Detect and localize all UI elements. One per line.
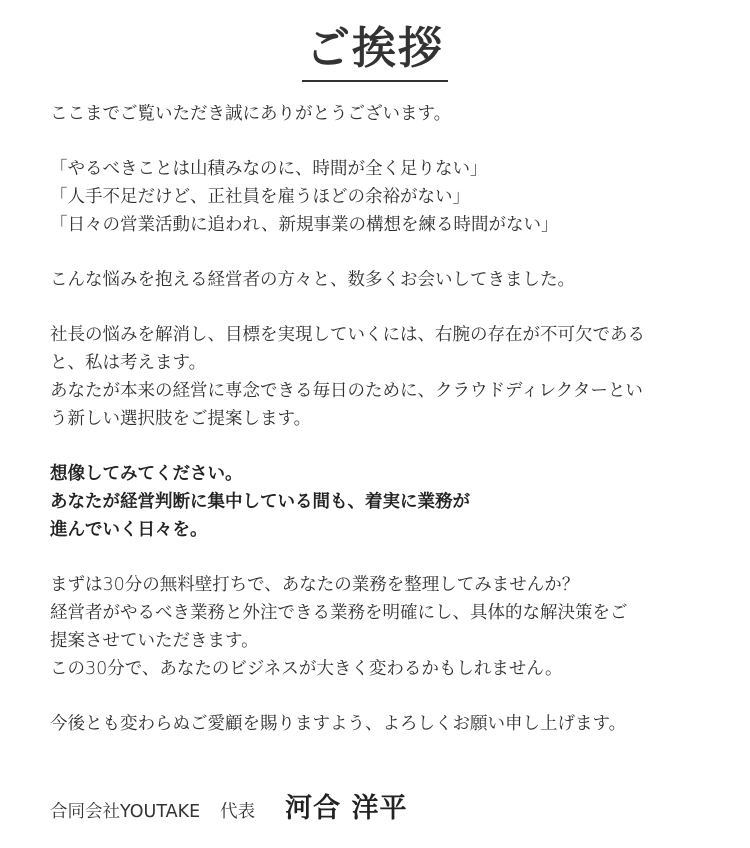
text-line: 「人手不足だけど、正社員を雇うほどの余裕がない」 (50, 187, 470, 207)
paragraph-proposal (50, 321, 700, 433)
text-line: 「やるべきことは山積みなのに、時間が全く足りない」 (50, 159, 488, 179)
text-line: 今後とも変わらぬご愛顧を賜りますよう、よろしくお願い申し上げます。 (50, 714, 627, 734)
title-wrap (0, 22, 750, 82)
signature-name: 河合 洋平 (285, 793, 408, 824)
text-line: 想像してみてください。 (50, 464, 243, 484)
signature-company: 合同会社YOUTAKE (50, 802, 201, 822)
text-line: あなたが本来の経営に専念できる毎日のために、クラウドディレクターとい (50, 381, 643, 401)
page-title: ご挨拶 (302, 22, 448, 82)
text-line: う新しい選択肢をご提案します。 (50, 409, 312, 429)
paragraph-worries (50, 155, 700, 239)
text-line: この30分で、あなたのビジネスが大きく変わるかもしれません。 (50, 659, 563, 679)
paragraph-imagine (50, 460, 700, 544)
message-body (50, 100, 700, 765)
signature (50, 786, 408, 825)
text-line: 経営者がやるべき業務と外注できる業務を明確にし、具体的な解決策をご (50, 603, 628, 623)
text-line: 社長の悩みを解消し、目標を実現していくには、右腕の存在が不可欠である (50, 325, 645, 345)
paragraph-met (50, 266, 700, 294)
text-line: こんな悩みを抱える経営者の方々と、数多くお会いしてきました。 (50, 270, 575, 290)
paragraph-offer (50, 571, 700, 683)
text-line: まずは30分の無料壁打ちで、あなたの業務を整理してみませんか？ (50, 575, 580, 595)
text-line: と、私は考えます。 (50, 353, 207, 373)
signature-role: 代表 (220, 802, 256, 822)
text-line: ここまでご覧いただき誠にありがとうございます。 (50, 104, 452, 124)
paragraph-closing (50, 710, 700, 738)
paragraph-thanks (50, 100, 700, 128)
text-line: 「日々の営業活動に追われ、新規事業の構想を練る時間がない」 (50, 215, 559, 235)
text-line: あなたが経営判断に集中している間も、着実に業務が (50, 492, 470, 512)
text-line: 提案させていただきます。 (50, 631, 259, 651)
text-line: 進んでいく日々を。 (50, 520, 208, 540)
